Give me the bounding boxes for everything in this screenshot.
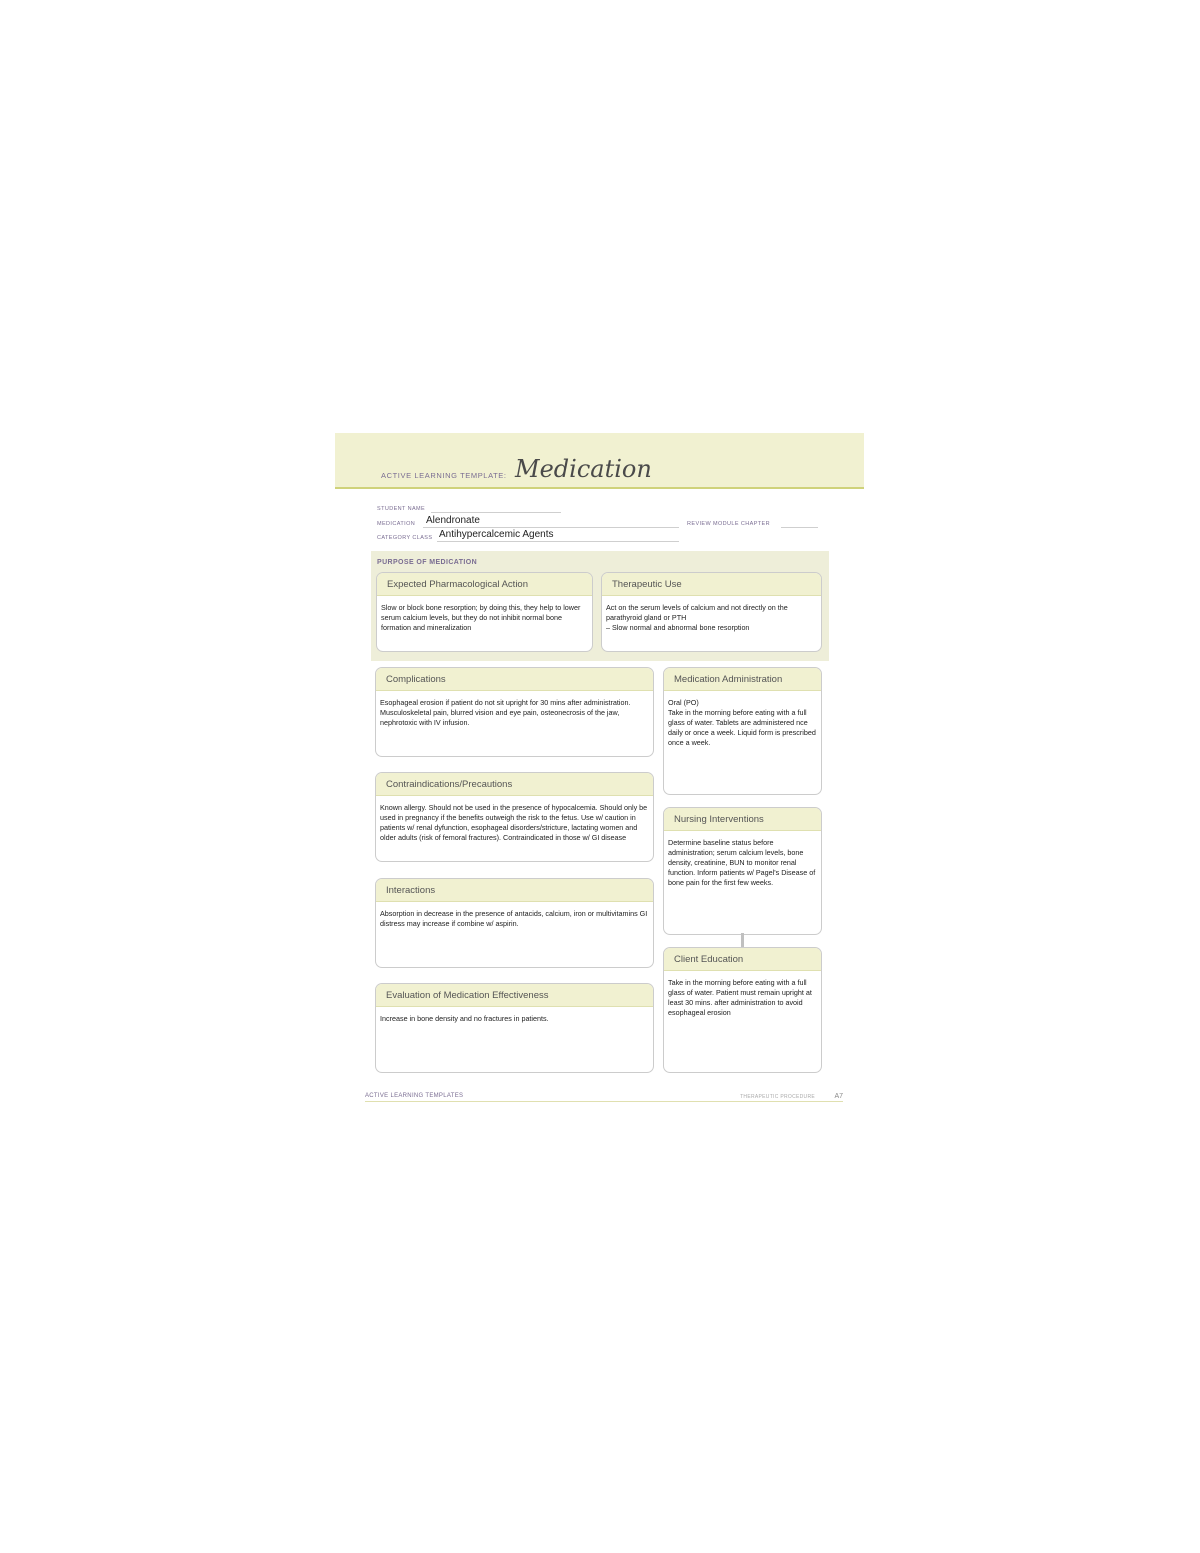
category-class-value[interactable]: Antihypercalcemic Agents <box>439 529 554 540</box>
template-label: ACTIVE LEARNING TEMPLATE: <box>381 471 507 480</box>
student-name-line <box>431 512 561 513</box>
therapeutic-use-title: Therapeutic Use <box>602 573 821 596</box>
template-header <box>335 433 864 489</box>
footer-page-number: A7 <box>834 1093 843 1100</box>
footer-left-label: ACTIVE LEARNING TEMPLATES <box>365 1093 464 1099</box>
evaluation-text[interactable]: Increase in bone density and no fractures in patients. <box>380 1014 549 1023</box>
evaluation-title: Evaluation of Medication Effectiveness <box>376 984 653 1007</box>
client-education-title: Client Education <box>664 948 821 971</box>
nursing-interventions-title: Nursing Interventions <box>664 808 821 831</box>
box-connector <box>741 933 744 947</box>
category-class-label: CATEGORY CLASS <box>377 535 433 541</box>
medication-label: MEDICATION <box>377 521 416 527</box>
category-class-line <box>437 541 679 542</box>
pharmacological-action-text[interactable]: Slow or block bone resorption; by doing this, they help to lower serum calcium levels, but they do not inhibit normal bone formation and mineralization <box>381 603 581 632</box>
interactions-title: Interactions <box>376 879 653 902</box>
purpose-label: PURPOSE OF MEDICATION <box>377 559 478 566</box>
medication-administration-text[interactable]: Oral (PO) Take in the morning before eating with a full glass of water. Tablets are administered nce daily or once a week. Liquid form is prescribed once a week. <box>668 698 816 747</box>
contraindications-title: Contraindications/Precautions <box>376 773 653 796</box>
complications-box <box>375 667 654 757</box>
footer-right-label: THERAPEUTIC PROCEDURE <box>740 1094 815 1100</box>
client-education-box <box>663 947 822 1073</box>
student-name-label: STUDENT NAME <box>377 506 426 512</box>
contraindications-box <box>375 772 654 862</box>
client-education-text[interactable]: Take in the morning before eating with a full glass of water. Patient must remain upright at least 30 mins. after administration to avoid esophageal erosion <box>668 978 812 1017</box>
nursing-interventions-text[interactable]: Determine baseline status before administration; serum calcium levels, bone density, creatinine, BUN to monitor renal function. Inform patients w/ Pagel's Disease of bone pain for the first few weeks. <box>668 838 816 887</box>
page-footer <box>365 1093 843 1102</box>
complications-title: Complications <box>376 668 653 691</box>
interactions-text[interactable]: Absorption in decrease in the presence of antacids, calcium, iron or multivitamins GI distress may increase if combine w/ aspirin. <box>380 909 648 928</box>
medication-administration-title: Medication Administration <box>664 668 821 691</box>
nursing-interventions-box <box>663 807 822 935</box>
therapeutic-use-box <box>601 572 822 652</box>
contraindications-text[interactable]: Known allergy. Should not be used in the presence of hypocalcemia. Should only be used in pregnancy if the benefits outweigh the risk to the fetus. Use w/ caution in patients w/ renal dyfunction, esophageal disorders/stricture, lactating women and older adults (risk of femoral fractures). Contraindicated in those w/ GI disease <box>380 803 648 842</box>
medication-value[interactable]: Alendronate <box>426 515 480 526</box>
review-chapter-label: REVIEW MODULE CHAPTER <box>687 521 770 527</box>
purpose-section <box>371 551 829 661</box>
medication-administration-box <box>663 667 822 795</box>
evaluation-box <box>375 983 654 1073</box>
template-title: Medication <box>515 455 652 483</box>
complications-text[interactable]: Esophageal erosion if patient do not sit upright for 30 mins after administration. Musculoskeletal pain, blurred vision and eye pain, osteonecrosis of the jaw, nephrotoxic with IV infusion. <box>380 698 631 727</box>
therapeutic-use-text[interactable]: Act on the serum levels of calcium and not directly on the parathyroid gland or PTH – Slow normal and abnormal bone resorption <box>606 603 788 632</box>
template-page <box>335 433 864 1113</box>
pharmacological-action-title: Expected Pharmacological Action <box>377 573 592 596</box>
medication-line <box>423 527 679 528</box>
review-chapter-line <box>781 527 818 528</box>
pharmacological-action-box <box>376 572 593 652</box>
interactions-box <box>375 878 654 968</box>
